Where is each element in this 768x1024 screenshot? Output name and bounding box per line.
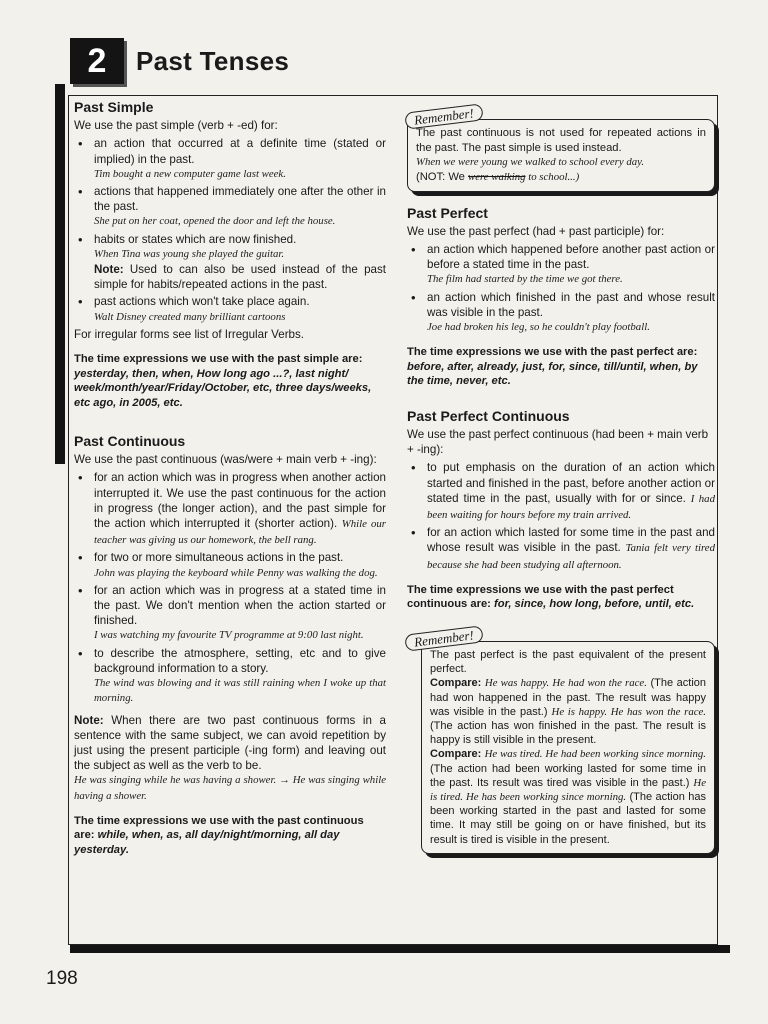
example-sentence: When Tina was young she played the guitar. [94,247,285,260]
compare-label: Compare: [430,748,482,761]
time-expressions-list: while, when, as, all day/night/morning, all day yesterday. [74,829,340,856]
compare-text: (The action has been working started in the past and lasted for some time. It may still be going on or have finished, but its result is tired is visible in the present. [430,790,706,846]
past-perfect-continuous-list [407,460,715,572]
bottom-accent-bar [70,945,730,953]
remember-box-2 [407,627,715,854]
list-item [74,136,386,182]
not-prefix: (NOT: We [416,170,469,183]
note [94,262,386,292]
remember-text: The past continuous is not used for repeated actions in the past. The past simple is used instead. [416,127,706,154]
time-expressions-list: yesterday, then, when, How long ago ...?, last night/ week/month/year/Friday/October, etc, three days/weeks, etc ago, in 2005, etc. [74,367,372,409]
list-item-text: an action that occurred at a definite time (stated or implied) in the past. [94,137,386,166]
compare-label: Compare: [430,677,482,690]
past-continuous-heading: Past Continuous [74,433,186,450]
list-item [74,232,386,293]
compare-text: (The action had won happened in the past. The result was happy was visible in the past.) [430,677,706,718]
past-simple-list [74,136,386,324]
spacer [407,389,715,409]
example-sentence: The wind was blowing and it was still raining when I woke up that morning. [94,677,386,705]
past-simple-time-expressions [74,352,386,410]
list-item [407,242,715,288]
example-sentence: He is happy. He has won the race. [551,705,707,718]
past-continuous-section [74,434,386,857]
list-item [74,470,386,548]
left-column [74,100,386,857]
list-item-text: actions that happened immediately one after the other in the past. [94,185,386,214]
list-item-text: to put emphasis on the duration of an action which started and finished in the past, before another action or stated time in the past, usually with for or since. [427,461,715,505]
note-text: When there are two past continuous forms in a sentence with the same subject, we can avoid repetition by just using the present participle (-ing form) and leaving out the subject as well as the verb to be. [74,713,386,773]
past-perfect-intro: We use the past perfect (had + past participle) for: [407,224,665,238]
unit-title: Past Tenses [136,45,290,76]
page-number: 198 [46,968,78,989]
compare-text: (The action had been working lasted for some time in the past. Its result was tired was visible in the past.) [430,762,706,789]
list-item-text: for an action which was in progress when another action interrupted it. We use the past continuous for the action in progress (the longer action), and the past simple for the action which interrupted it (shorter action). [94,471,386,531]
list-item-text: past actions which won't take place again. [94,295,310,309]
not-example [416,171,579,183]
time-expressions-list: before, after, already, just, for, since, till/until, when, by the time, never, etc. [407,360,698,388]
note-label: Note: [74,713,104,727]
remember-box-content [421,641,715,854]
list-item [74,583,386,644]
past-simple-heading: Past Simple [74,99,154,115]
time-expressions-intro: The time expressions we use with the past simple are: [74,353,363,366]
list-item-text: to describe the atmosphere, setting, etc and to give background information to a story. [94,646,386,675]
remember-box-1 [407,105,715,192]
compare-block-1 [430,676,706,747]
example-sentence: He is tired. He has been working since morning. [430,776,706,803]
list-item-text: an action which happened before another past action or before a stated time in the past. [427,242,715,272]
list-item [407,290,715,336]
list-item-text: an action which finished in the past and whose result was visible in the past. [427,290,715,319]
past-continuous-note [74,713,386,804]
past-perfect-continuous-intro: We use the past perfect continuous (had been + main verb + -ing): [407,427,709,457]
not-suffix: to school...) [525,170,580,183]
list-item [407,525,715,573]
past-continuous-intro: We use the past continuous (was/were + main verb + -ing): [74,453,377,467]
compare-text: (The action has won finished in the past. The result is happy is still visible in the present. [430,719,706,747]
irregular-verbs-note: For irregular forms see list of Irregular Verbs. [74,327,305,341]
list-item [407,460,715,523]
example-sentence: I was watching my favourite TV programme at 9:00 last night. [94,629,364,642]
list-item [74,294,386,324]
list-item [74,550,386,580]
past-simple-intro: We use the past simple (verb + -ed) for: [74,119,278,133]
past-perfect-continuous-time-expressions [407,583,715,612]
unit-number-badge: 2 [70,38,124,84]
example-sentence: John was playing the keyboard while Penny was walking the dog. [94,566,378,579]
past-perfect-time-expressions [407,345,715,389]
list-item [74,646,386,707]
compare-block-2 [430,747,706,846]
example-sentence: Walt Disney created many brilliant cartoons [94,310,286,323]
time-expressions-intro: The time expressions we use with the past perfect continuous are: [407,583,674,611]
list-item-text: for two or more simultaneous actions in the past. [94,551,344,565]
time-expressions-intro: The time expressions we use with the past continuous are: [74,814,364,842]
example-sentence: The film had started by the time we got there. [427,273,623,286]
time-expressions-list: for, since, how long, before, until, etc. [494,598,695,611]
remember-box-content [407,119,715,191]
time-expressions-intro: The time expressions we use with the past perfect are: [407,346,698,359]
remember-text: The past perfect is the past equivalent of the present perfect. [430,648,706,676]
list-item [74,184,386,230]
past-continuous-list [74,470,386,706]
list-item-text: for an action which lasted for some time in the past and whose result was visible in the past. [427,526,715,555]
past-perfect-section [407,206,715,389]
remember-tag: Remember! [404,625,483,652]
unit-header [70,38,289,84]
example-sentence: Joe had broken his leg, so he couldn't play football. [427,321,650,333]
left-accent-bar [55,84,65,464]
example-sentence: She put on her coat, opened the door and left the house. [94,215,336,228]
past-perfect-heading: Past Perfect [407,204,488,221]
example-sentence: I had been waiting for hours before my train arrived. [427,492,715,521]
past-continuous-time-expressions [74,814,386,858]
example-sentence: Tania felt very tired because she had been studying all afternoon. [427,542,715,571]
note-text: Used to can also be used instead of the past simple for habits/repeated actions in the past. [94,263,386,292]
right-column [407,100,715,854]
past-simple-section [74,100,386,410]
example-sentence: Tim bought a new computer game last week. [94,167,286,180]
past-perfect-continuous-section [407,409,715,612]
example-sentence: When we were young we walked to school every day. [416,156,645,169]
spacer [74,410,386,434]
example-sentence: He was singing while he was having a shower. → He was singing while having a shower. [74,774,386,802]
list-item-text: habits or states which are now finished. [94,232,297,246]
example-sentence: He was tired. He had been working since morning. [484,748,706,761]
remember-tag: Remember! [404,103,483,130]
struck-text: were walking [468,170,526,183]
note-label: Note: [94,263,124,277]
example-sentence: While our teacher was giving us our homework, the bell rang. [94,518,386,547]
past-perfect-list [407,242,715,335]
list-item-text: for an action which was in progress at a stated time in the past. We don't mention when the action started or finished. [94,583,386,628]
past-perfect-continuous-heading: Past Perfect Continuous [407,407,570,424]
example-sentence: He was happy. He had won the race. [484,677,647,690]
